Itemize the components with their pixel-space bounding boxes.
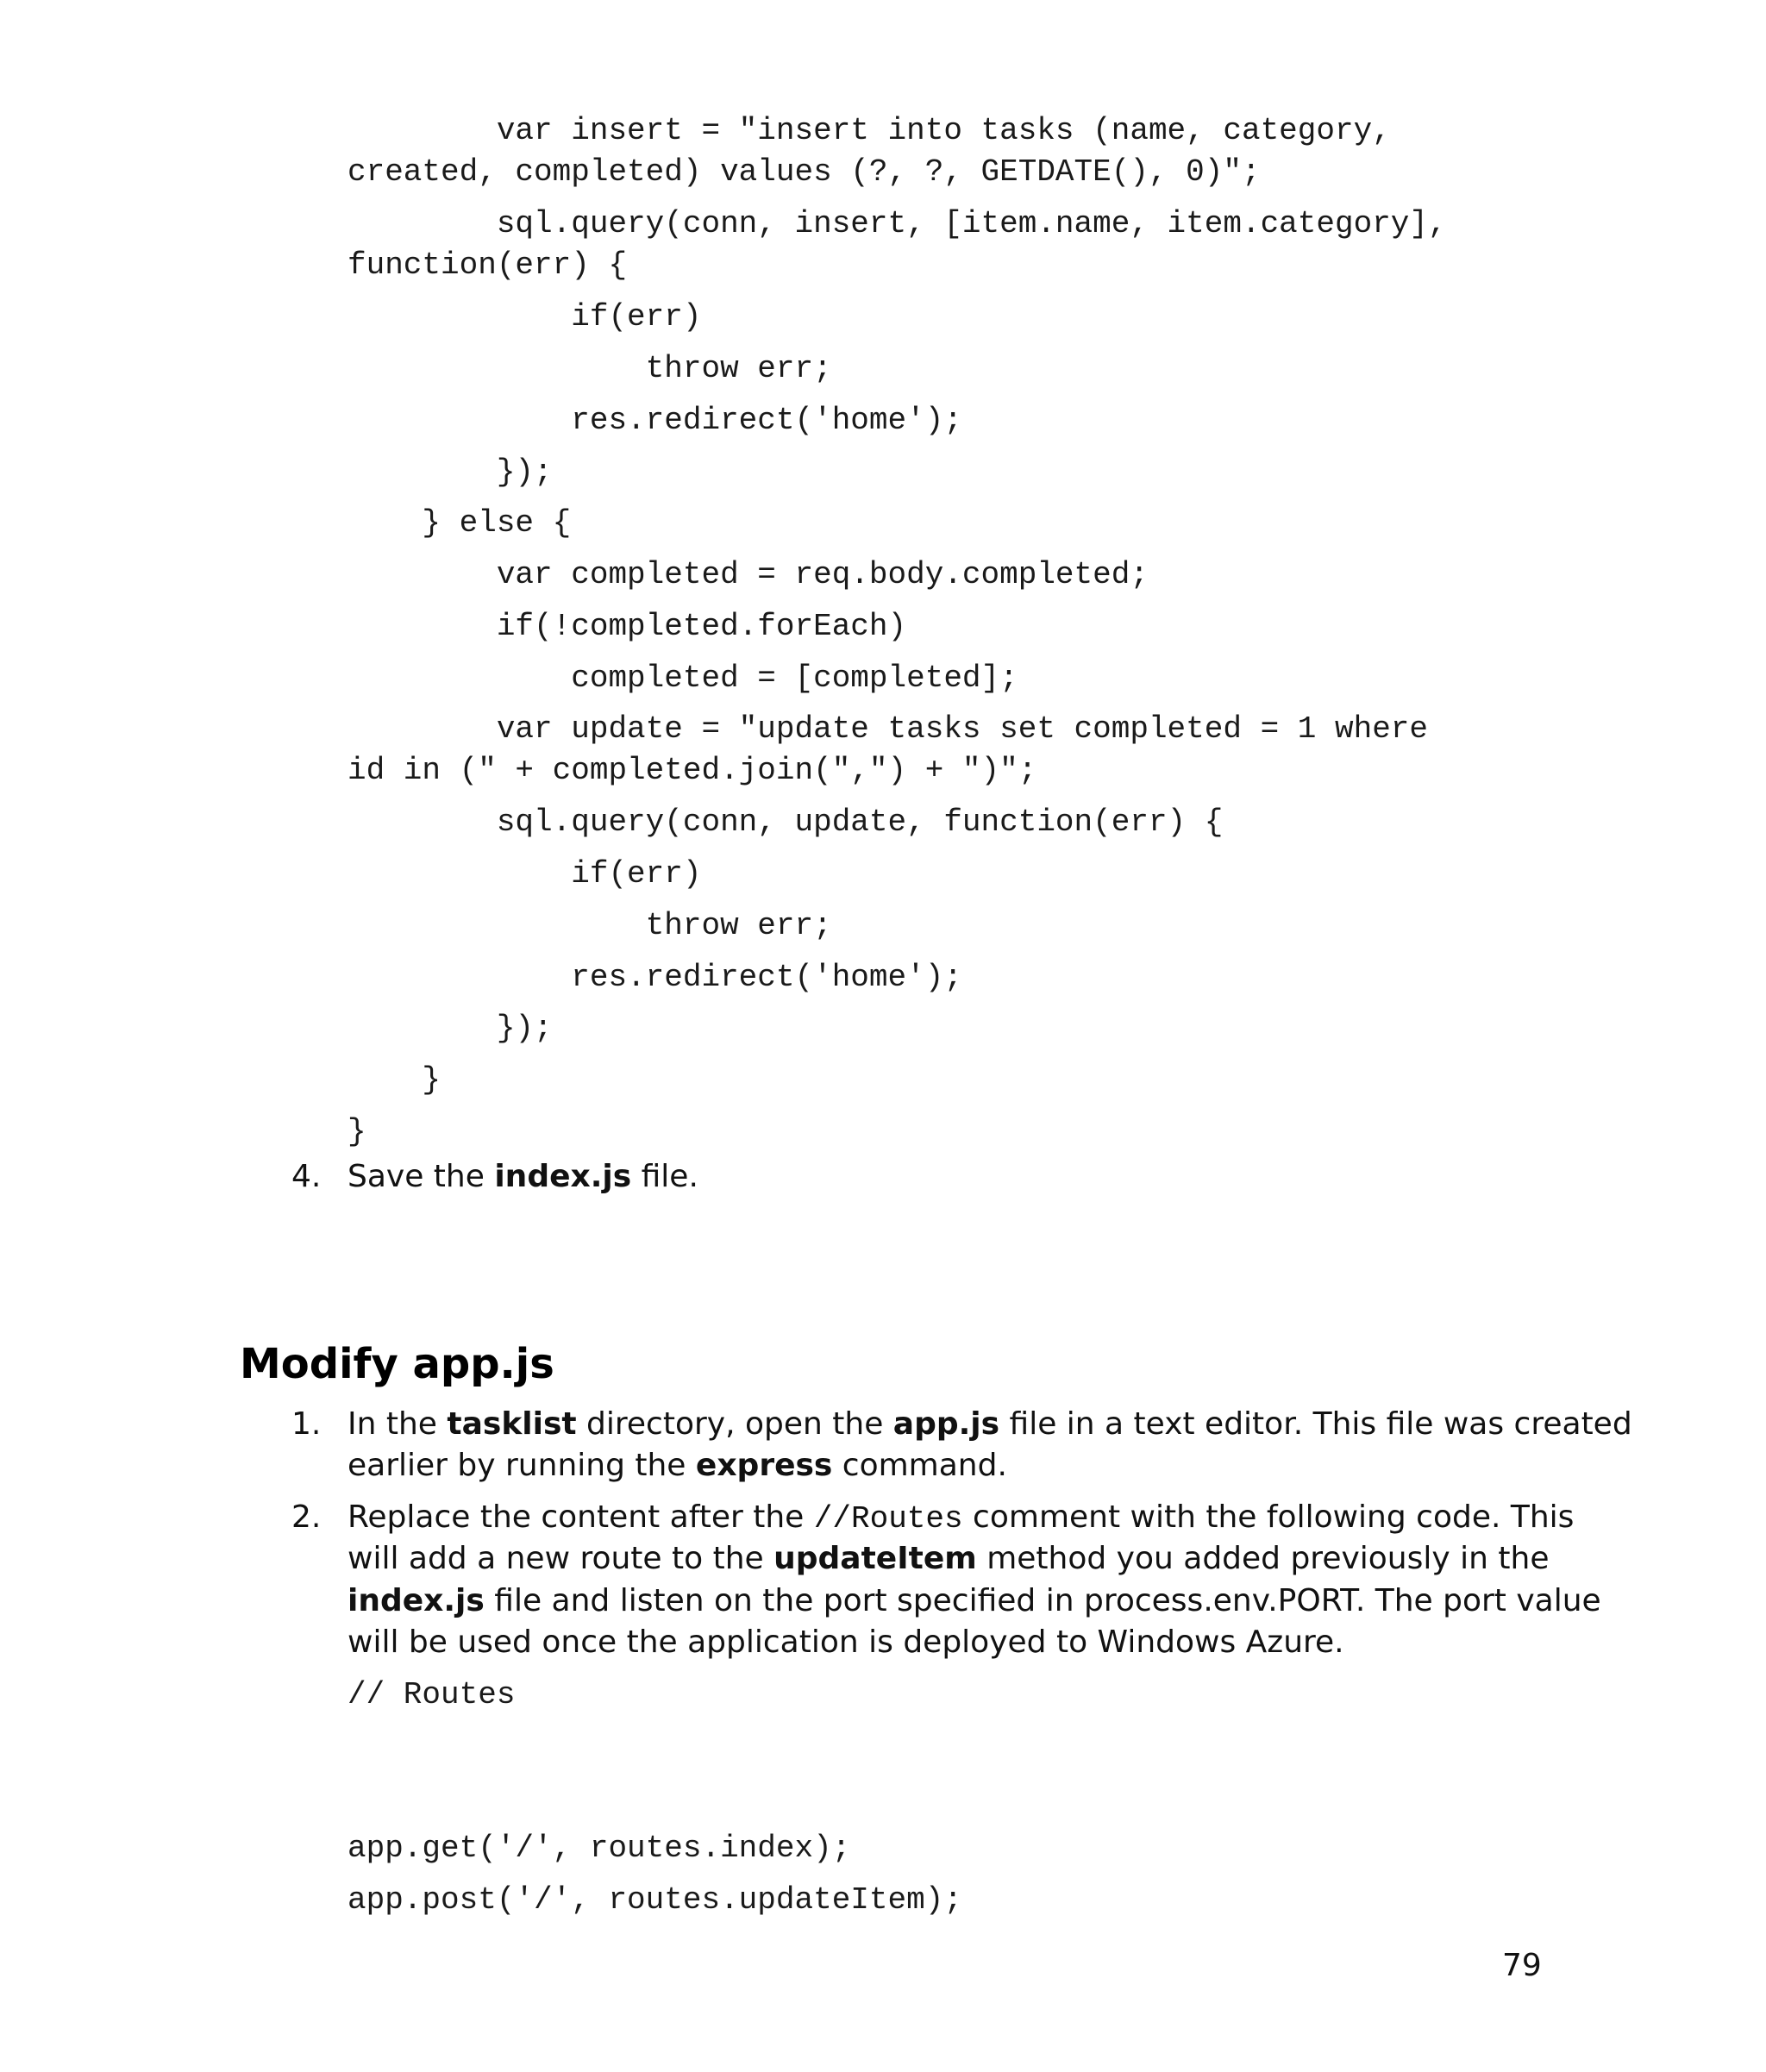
text-run: file and listen on the port specified in process.env.PORT. The port value	[484, 1583, 1601, 1618]
bold-run: updateItem	[773, 1541, 977, 1576]
text-run: Save the	[348, 1159, 495, 1194]
text-run: file.	[631, 1159, 698, 1194]
bold-run: app.js	[892, 1406, 1000, 1442]
code-line: }	[348, 1114, 366, 1149]
page-number: 79	[1502, 1948, 1542, 1983]
code-line: if(err)	[348, 299, 702, 335]
list-item-text-line	[348, 1445, 1007, 1487]
list-number: 2.	[291, 1499, 322, 1535]
text-run: Replace the content after the	[348, 1499, 814, 1535]
list-item-text-line	[348, 1581, 1601, 1622]
text-run: earlier by running the	[348, 1448, 696, 1483]
list-item-text-line: will be used once the application is deployed to Windows Azure.	[348, 1624, 1344, 1660]
code-line: res.redirect('home');	[348, 960, 962, 995]
inline-code: //Routes	[813, 1501, 963, 1537]
code-line: app.post('/', routes.updateItem);	[348, 1882, 962, 1918]
bold-run: tasklist	[447, 1406, 577, 1442]
code-line: throw err;	[348, 351, 832, 386]
text-run: method you added previously in the	[976, 1541, 1550, 1576]
text-run: command.	[832, 1448, 1007, 1483]
list-item-text-line	[348, 1404, 1632, 1445]
code-line: var completed = req.body.completed;	[348, 557, 1149, 592]
code-line: var update = "update tasks set completed = 1 where	[348, 711, 1429, 747]
code-line: if(!completed.forEach)	[348, 609, 907, 644]
code-line: res.redirect('home');	[348, 403, 962, 438]
code-line: completed = [completed];	[348, 660, 1018, 696]
code-line: sql.query(conn, insert, [item.name, item.category],	[348, 206, 1447, 241]
code-line: // Routes	[348, 1677, 516, 1712]
list-number: 1.	[291, 1406, 322, 1442]
code-line: id in (" + completed.join(",") + ")";	[348, 753, 1037, 788]
list-item-text-line	[348, 1497, 1574, 1540]
text-run: directory, open the	[576, 1406, 893, 1442]
text-run: In the	[348, 1406, 448, 1442]
code-line: } else {	[348, 505, 572, 541]
code-line: }	[348, 1062, 442, 1098]
filename-bold: index.js	[494, 1159, 632, 1194]
code-line: throw err;	[348, 908, 832, 943]
section-heading: Modify app.js	[240, 1340, 554, 1388]
code-line: app.get('/', routes.index);	[348, 1831, 851, 1866]
text-run: comment with the following code. This	[962, 1499, 1575, 1535]
code-line: function(err) {	[348, 247, 628, 283]
bold-run: index.js	[348, 1583, 485, 1618]
code-line: });	[348, 1011, 553, 1046]
code-line: var insert = "insert into tasks (name, category,	[348, 113, 1391, 148]
code-line: created, completed) values (?, ?, GETDATE(), 0)";	[348, 154, 1261, 190]
list-item-text	[348, 1156, 698, 1198]
text-run: will add a new route to the	[348, 1541, 774, 1576]
bold-run: express	[695, 1448, 833, 1483]
code-line: if(err)	[348, 856, 702, 892]
code-line: sql.query(conn, update, function(err) {	[348, 804, 1224, 840]
code-line: });	[348, 454, 553, 490]
text-run: file in a text editor. This file was created	[999, 1406, 1632, 1442]
list-number: 4.	[291, 1159, 322, 1194]
list-item-text-line	[348, 1538, 1549, 1580]
